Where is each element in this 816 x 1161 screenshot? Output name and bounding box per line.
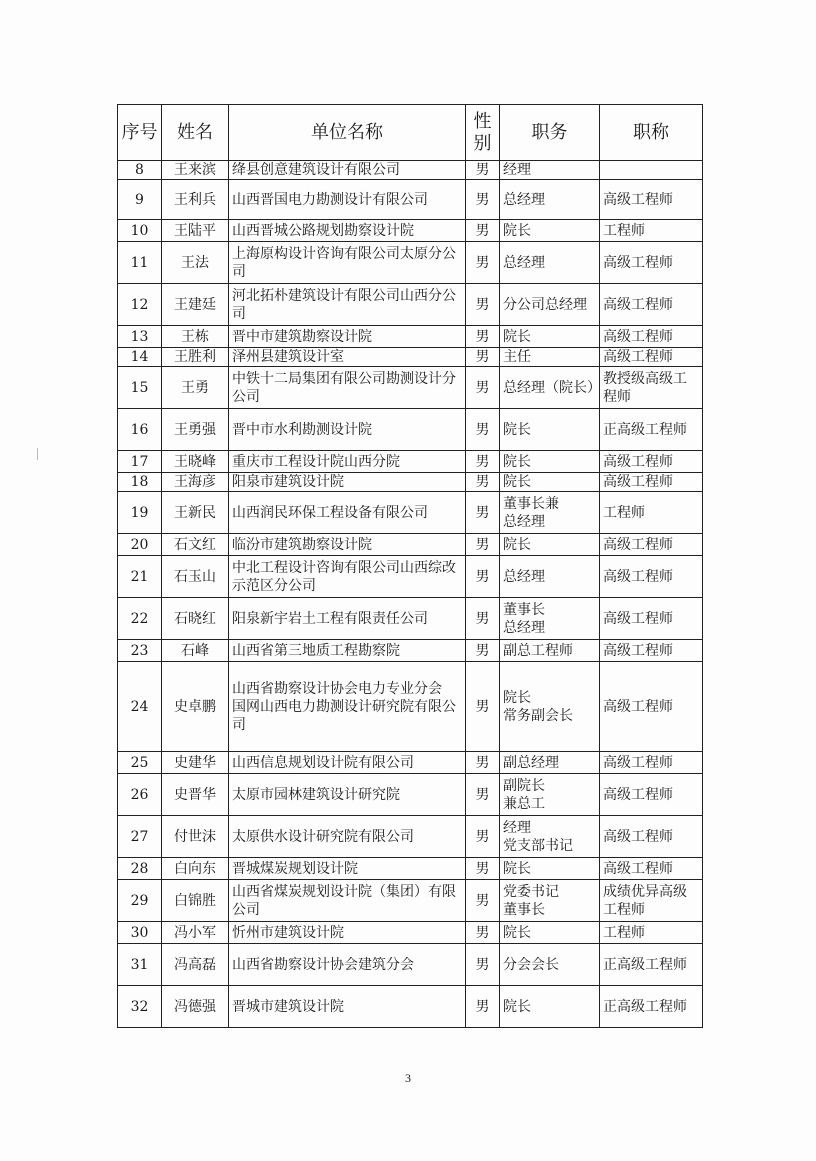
- cell-unit: 晋城煤炭规划设计院: [229, 858, 466, 880]
- cell-title: 高级工程师: [600, 752, 703, 774]
- header-title: 职称: [600, 105, 703, 161]
- cell-no: 13: [118, 326, 162, 348]
- cell-post: 经理: [500, 161, 600, 180]
- cell-title: 高级工程师: [600, 284, 703, 326]
- table-row: [118, 880, 703, 922]
- cell-sex: 男: [466, 944, 500, 986]
- table-row: [118, 242, 703, 284]
- table-row: [118, 180, 703, 220]
- table-row: [118, 922, 703, 944]
- cell-unit: 阳泉市建筑设计院: [229, 473, 466, 492]
- cell-name: 白锦胜: [162, 880, 229, 922]
- table-row: [118, 348, 703, 367]
- cell-post: 分公司总经理: [500, 284, 600, 326]
- table-row: [118, 473, 703, 492]
- cell-name: 石文红: [162, 534, 229, 556]
- cell-name: 王勇: [162, 367, 229, 409]
- cell-sex: 男: [466, 880, 500, 922]
- table-row: [118, 986, 703, 1028]
- cell-post: 院长: [500, 451, 600, 473]
- table-row: [118, 534, 703, 556]
- cell-unit: 晋城市建筑设计院: [229, 986, 466, 1028]
- cell-unit: 阳泉新宇岩土工程有限责任公司: [229, 598, 466, 640]
- cell-post: 主任: [500, 348, 600, 367]
- cell-unit: 山西晋国电力勘测设计有限公司: [229, 180, 466, 220]
- cell-title: 成绩优异高级工程师: [600, 880, 703, 922]
- table-row: [118, 816, 703, 858]
- cell-sex: 男: [466, 473, 500, 492]
- cell-title: 高级工程师: [600, 662, 703, 752]
- table-row: [118, 774, 703, 816]
- table-row: [118, 367, 703, 409]
- cell-no: 29: [118, 880, 162, 922]
- cell-unit: 山西省煤炭规划设计院（集团）有限公司: [229, 880, 466, 922]
- cell-post: 院长: [500, 986, 600, 1028]
- cell-name: 王利兵: [162, 180, 229, 220]
- roster-table: [117, 104, 703, 1028]
- cell-no: 31: [118, 944, 162, 986]
- cell-name: 史晋华: [162, 774, 229, 816]
- cell-name: 王胜利: [162, 348, 229, 367]
- table-row: [118, 662, 703, 752]
- cell-no: 26: [118, 774, 162, 816]
- cell-title: 正高级工程师: [600, 944, 703, 986]
- cell-title: 高级工程师: [600, 348, 703, 367]
- cell-post: 院长: [500, 922, 600, 944]
- cell-name: 冯德强: [162, 986, 229, 1028]
- cell-name: 王新民: [162, 492, 229, 534]
- cell-unit: 太原市园林建筑设计研究院: [229, 774, 466, 816]
- cell-no: 19: [118, 492, 162, 534]
- cell-no: 21: [118, 556, 162, 598]
- header-no: 序号: [118, 105, 162, 161]
- cell-title: 高级工程师: [600, 556, 703, 598]
- cell-title: 工程师: [600, 220, 703, 242]
- cell-post: 分会会长: [500, 944, 600, 986]
- cell-no: 12: [118, 284, 162, 326]
- cell-sex: 男: [466, 640, 500, 662]
- cell-unit: 中北工程设计咨询有限公司山西综改示范区分公司: [229, 556, 466, 598]
- cell-post: 副总经理: [500, 752, 600, 774]
- table-body: [118, 161, 703, 1028]
- cell-no: 8: [118, 161, 162, 180]
- cell-no: 9: [118, 180, 162, 220]
- cell-name: 史卓鹏: [162, 662, 229, 752]
- cell-no: 28: [118, 858, 162, 880]
- cell-post: 副总工程师: [500, 640, 600, 662]
- cell-unit: 山西晋城公路规划勘察设计院: [229, 220, 466, 242]
- cell-sex: 男: [466, 409, 500, 451]
- cell-name: 王陆平: [162, 220, 229, 242]
- cell-unit: 河北拓朴建筑设计有限公司山西分公司: [229, 284, 466, 326]
- cell-sex: 男: [466, 922, 500, 944]
- cell-unit: 泽州县建筑设计室: [229, 348, 466, 367]
- cell-unit: 山西省勘察设计协会电力专业分会 国网山西电力勘测设计研究院有限公司: [229, 662, 466, 752]
- cell-sex: 男: [466, 534, 500, 556]
- cell-no: 11: [118, 242, 162, 284]
- table-row: [118, 640, 703, 662]
- cell-name: 王晓峰: [162, 451, 229, 473]
- cell-sex: 男: [466, 220, 500, 242]
- cell-no: 17: [118, 451, 162, 473]
- cell-unit: 太原供水设计研究院有限公司: [229, 816, 466, 858]
- header-sex: 性别: [466, 105, 500, 161]
- table-row: [118, 858, 703, 880]
- cell-title: 高级工程师: [600, 242, 703, 284]
- cell-title: 高级工程师: [600, 640, 703, 662]
- table-row: [118, 161, 703, 180]
- cell-title: 工程师: [600, 922, 703, 944]
- cell-no: 25: [118, 752, 162, 774]
- cell-unit: 忻州市建筑设计院: [229, 922, 466, 944]
- cell-no: 32: [118, 986, 162, 1028]
- cell-no: 20: [118, 534, 162, 556]
- cell-post: 院长: [500, 534, 600, 556]
- cell-title: 高级工程师: [600, 326, 703, 348]
- cell-name: 白向东: [162, 858, 229, 880]
- cell-name: 冯小军: [162, 922, 229, 944]
- cell-unit: 晋中市建筑勘察设计院: [229, 326, 466, 348]
- cell-no: 27: [118, 816, 162, 858]
- cell-unit: 山西信息规划设计院有限公司: [229, 752, 466, 774]
- cell-post: 院长: [500, 858, 600, 880]
- cell-sex: 男: [466, 662, 500, 752]
- cell-sex: 男: [466, 367, 500, 409]
- cell-unit: 重庆市工程设计院山西分院: [229, 451, 466, 473]
- table-row: [118, 326, 703, 348]
- header-unit: 单位名称: [229, 105, 466, 161]
- cell-sex: 男: [466, 556, 500, 598]
- cell-unit: 临汾市建筑勘察设计院: [229, 534, 466, 556]
- cell-name: 石玉山: [162, 556, 229, 598]
- cell-sex: 男: [466, 348, 500, 367]
- cell-title: 高级工程师: [600, 180, 703, 220]
- cell-unit: 山西润民环保工程设备有限公司: [229, 492, 466, 534]
- table-row: [118, 409, 703, 451]
- cell-sex: 男: [466, 284, 500, 326]
- cell-title: 教授级高级工程师: [600, 367, 703, 409]
- cell-name: 王勇强: [162, 409, 229, 451]
- cell-no: 23: [118, 640, 162, 662]
- table-row: [118, 451, 703, 473]
- header-name: 姓名: [162, 105, 229, 161]
- cell-name: 王法: [162, 242, 229, 284]
- cell-sex: 男: [466, 598, 500, 640]
- cell-name: 王海彦: [162, 473, 229, 492]
- header-post: 职务: [500, 105, 600, 161]
- cell-no: 30: [118, 922, 162, 944]
- table-row: [118, 944, 703, 986]
- cell-post: 院长: [500, 473, 600, 492]
- cell-post: 院长 常务副会长: [500, 662, 600, 752]
- cell-sex: 男: [466, 752, 500, 774]
- cell-post: 经理 党支部书记: [500, 816, 600, 858]
- cell-no: 15: [118, 367, 162, 409]
- cell-unit: 山西省勘察设计协会建筑分会: [229, 944, 466, 986]
- cell-sex: 男: [466, 774, 500, 816]
- cell-no: 22: [118, 598, 162, 640]
- cell-name: 付世沫: [162, 816, 229, 858]
- cell-no: 10: [118, 220, 162, 242]
- cell-name: 冯高磊: [162, 944, 229, 986]
- table-row: [118, 492, 703, 534]
- table-row: [118, 220, 703, 242]
- cell-post: 院长: [500, 409, 600, 451]
- scan-mark: [37, 448, 38, 460]
- cell-post: 董事长 总经理: [500, 598, 600, 640]
- cell-post: 总经理: [500, 556, 600, 598]
- cell-name: 王来滨: [162, 161, 229, 180]
- cell-sex: 男: [466, 858, 500, 880]
- cell-sex: 男: [466, 816, 500, 858]
- cell-post: 总经理: [500, 242, 600, 284]
- cell-title: 工程师: [600, 492, 703, 534]
- table-row: [118, 752, 703, 774]
- cell-title: 高级工程师: [600, 816, 703, 858]
- cell-name: 史建华: [162, 752, 229, 774]
- cell-title: 正高级工程师: [600, 986, 703, 1028]
- cell-sex: 男: [466, 161, 500, 180]
- table-row: [118, 556, 703, 598]
- cell-no: 24: [118, 662, 162, 752]
- cell-sex: 男: [466, 326, 500, 348]
- cell-title: [600, 161, 703, 180]
- cell-name: 石晓红: [162, 598, 229, 640]
- cell-title: 正高级工程师: [600, 409, 703, 451]
- cell-sex: 男: [466, 180, 500, 220]
- cell-post: 总经理（院长）: [500, 367, 600, 409]
- cell-post: 董事长兼 总经理: [500, 492, 600, 534]
- table-header-row: [118, 105, 703, 161]
- cell-post: 副院长 兼总工: [500, 774, 600, 816]
- cell-title: 高级工程师: [600, 451, 703, 473]
- cell-title: 高级工程师: [600, 534, 703, 556]
- cell-unit: 绛县创意建筑设计有限公司: [229, 161, 466, 180]
- cell-title: 高级工程师: [600, 858, 703, 880]
- cell-name: 王栋: [162, 326, 229, 348]
- cell-post: 党委书记 董事长: [500, 880, 600, 922]
- cell-post: 院长: [500, 326, 600, 348]
- cell-no: 18: [118, 473, 162, 492]
- cell-title: 高级工程师: [600, 473, 703, 492]
- cell-unit: 晋中市水利勘测设计院: [229, 409, 466, 451]
- cell-unit: 山西省第三地质工程勘察院: [229, 640, 466, 662]
- cell-title: 高级工程师: [600, 598, 703, 640]
- cell-unit: 中铁十二局集团有限公司勘测设计分公司: [229, 367, 466, 409]
- cell-name: 王建廷: [162, 284, 229, 326]
- cell-post: 院长: [500, 220, 600, 242]
- cell-sex: 男: [466, 986, 500, 1028]
- cell-post: 总经理: [500, 180, 600, 220]
- table-row: [118, 284, 703, 326]
- table-row: [118, 598, 703, 640]
- cell-sex: 男: [466, 242, 500, 284]
- cell-no: 16: [118, 409, 162, 451]
- page-number: 3: [405, 1071, 411, 1085]
- cell-title: 高级工程师: [600, 774, 703, 816]
- cell-sex: 男: [466, 492, 500, 534]
- cell-unit: 上海原构设计咨询有限公司太原分公司: [229, 242, 466, 284]
- cell-name: 石峰: [162, 640, 229, 662]
- cell-sex: 男: [466, 451, 500, 473]
- cell-no: 14: [118, 348, 162, 367]
